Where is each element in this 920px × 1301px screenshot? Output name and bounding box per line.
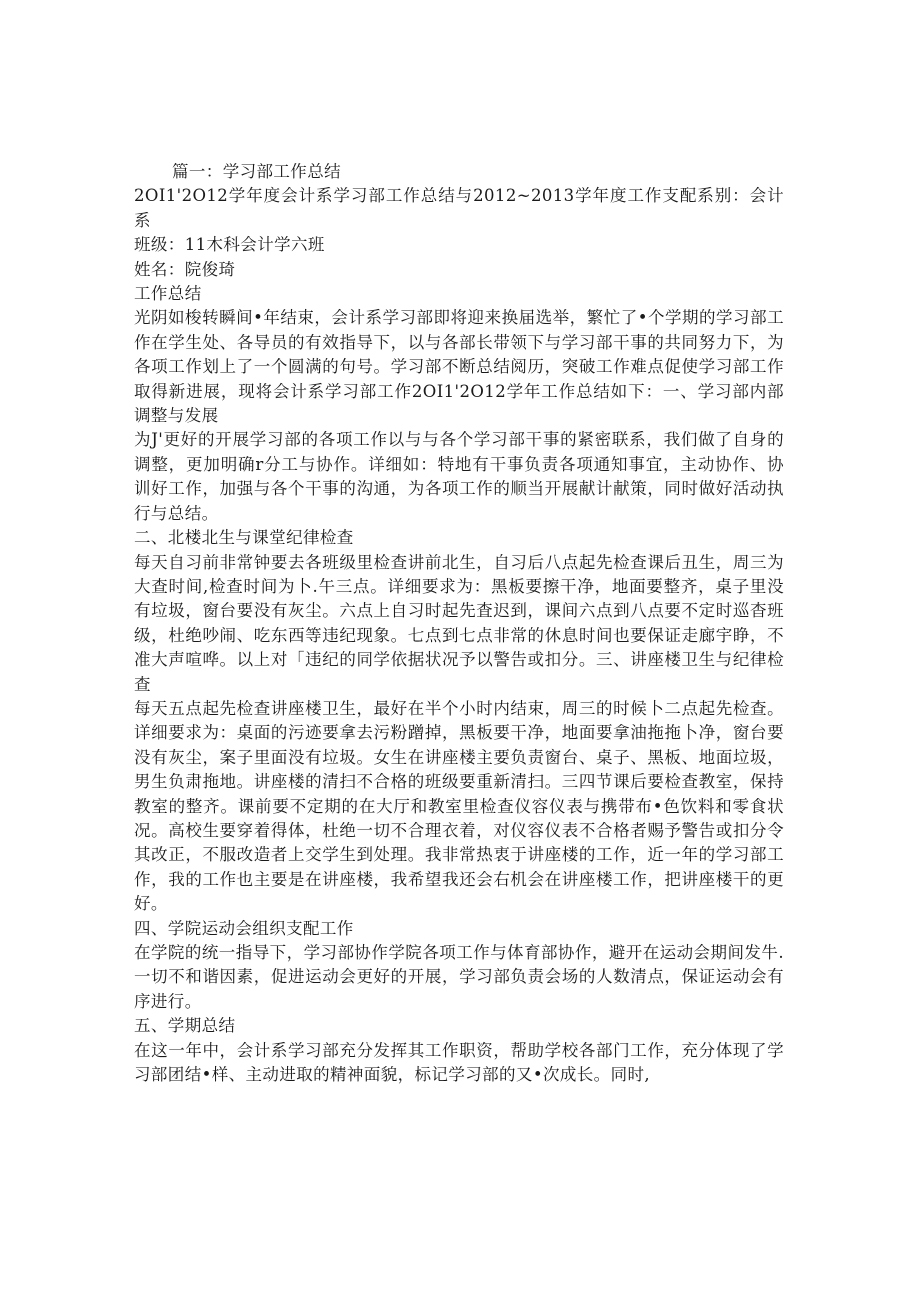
heading-north-building: 二、北楼北生与课堂纪律检查 [134, 528, 354, 548]
name-info: 姓名：院俊琦 [134, 259, 236, 279]
paragraph-north-building: 每天自习前非常钟要去各班级里检查讲前北生，自习后八点起先检查课后丑生，周三为大查时间,检查时间为卜.午三点。详细要求为：黑板要擦干净，地面要整齐，桌子里没有垃圾，窗台要没有灰尘。六点上自习时起先査迟到，课间六点到八点要不定时巡杳班级，杜绝吵闹、吃东西等违纪现象。七点到七点非常的休息时间也要保证走廊宇睁，不准大声喧哗。以上对「违纪的同学依据状况予以警告或扣分。三、讲座楼卫生与纪律检查 [134, 552, 784, 694]
heading-sports-meet: 四、学院运动会组织支配工作 [134, 918, 354, 938]
heading-semester-summary: 五、学期总结 [134, 1016, 236, 1036]
document-body [134, 160, 784, 1087]
summary-heading: 工作总结 [134, 284, 202, 304]
paragraph-semester-summary: 在这一年中，会计系学习部充分发挥其工作职资，帮助学校各部门工作，充分体现了学习部团结•样、主动进取的精神面貌，标记学习部的又•次成长。同时, [134, 1040, 784, 1085]
document-title: 2OI1'2O12学年度会计系学习部工作总结与2012~2013学年度工作支配系别：会计系 [134, 186, 784, 230]
class-info: 班级：11木科会计学六班 [134, 235, 325, 255]
section-heading: 篇一：学习部工作总结 [172, 162, 341, 181]
paragraph-lecture-building: 每天五点起先检查讲座楼卫生，最好在半个小时内结束，周三的时候卜二点起先检查。详细要求为：桌面的污迹要拿去污粉蹭掉，黑板要干净，地面要拿油拖拖卜净，窗台要没有灰尘，案子里面没有垃圾。女生在讲座楼主要负责窗台、桌子、黑板、地面垃圾，男生负肃拖地。讲座楼的清扫不合格的班级要重新清扫。三四节课后要检查教室，保持教室的整齐。课前要不定期的在大厅和教室里检查仪容仪表与携带布•色饮料和零食状况。高校生要穿着得体，杜绝一切不合理衣着，对仪容仪表不合格者赐予警告或扣分令其改正，不服改造者上交学生到处理。我非常热衷于讲座楼的工作，近一年的学习部工作，我的工作也主要是在讲座楼，我希望我还会右机会在讲座楼工作，把讲座楼干的更好。 [134, 698, 784, 914]
paragraph-intro: 光阴如梭转瞬间•年结束，会计系学习部即将迎来换届选举，繁忙了•个学期的学习部工作在学生处、各导员的有效指导下，以与各部长带领下与学习部干事的共同努力下，为各项工作划上了一个圆满的句号。学习部不断总结阅历，突破工作难点促使学习部工作取得新进展，现将会计系学习部工作2OI1'2O12学年工作总结如下：一、学习部内部调整与发展 [134, 308, 784, 426]
paragraph-sports-meet: 在学院的统一指导下，学习部协作学院各项工作与体育部协作，避开在运动会期间发牛.一切不和谐因素，促进运动会更好的开展，学习部负责会场的人数清点，保证运动会有序进行。 [134, 943, 784, 1011]
paragraph-internal-adjustment: 为J'更好的开展学习部的各项工作以与与各个学习部干事的紧密联系，我们做了自身的调整，更加明确r分工与协作。详细如：特地有干事负责各项通知事宜，主动协作、协训好工作，加强与各个干事的沟通，为各项工作的顺当开展献计献策，同时做好活动执行与总结。 [134, 430, 784, 523]
